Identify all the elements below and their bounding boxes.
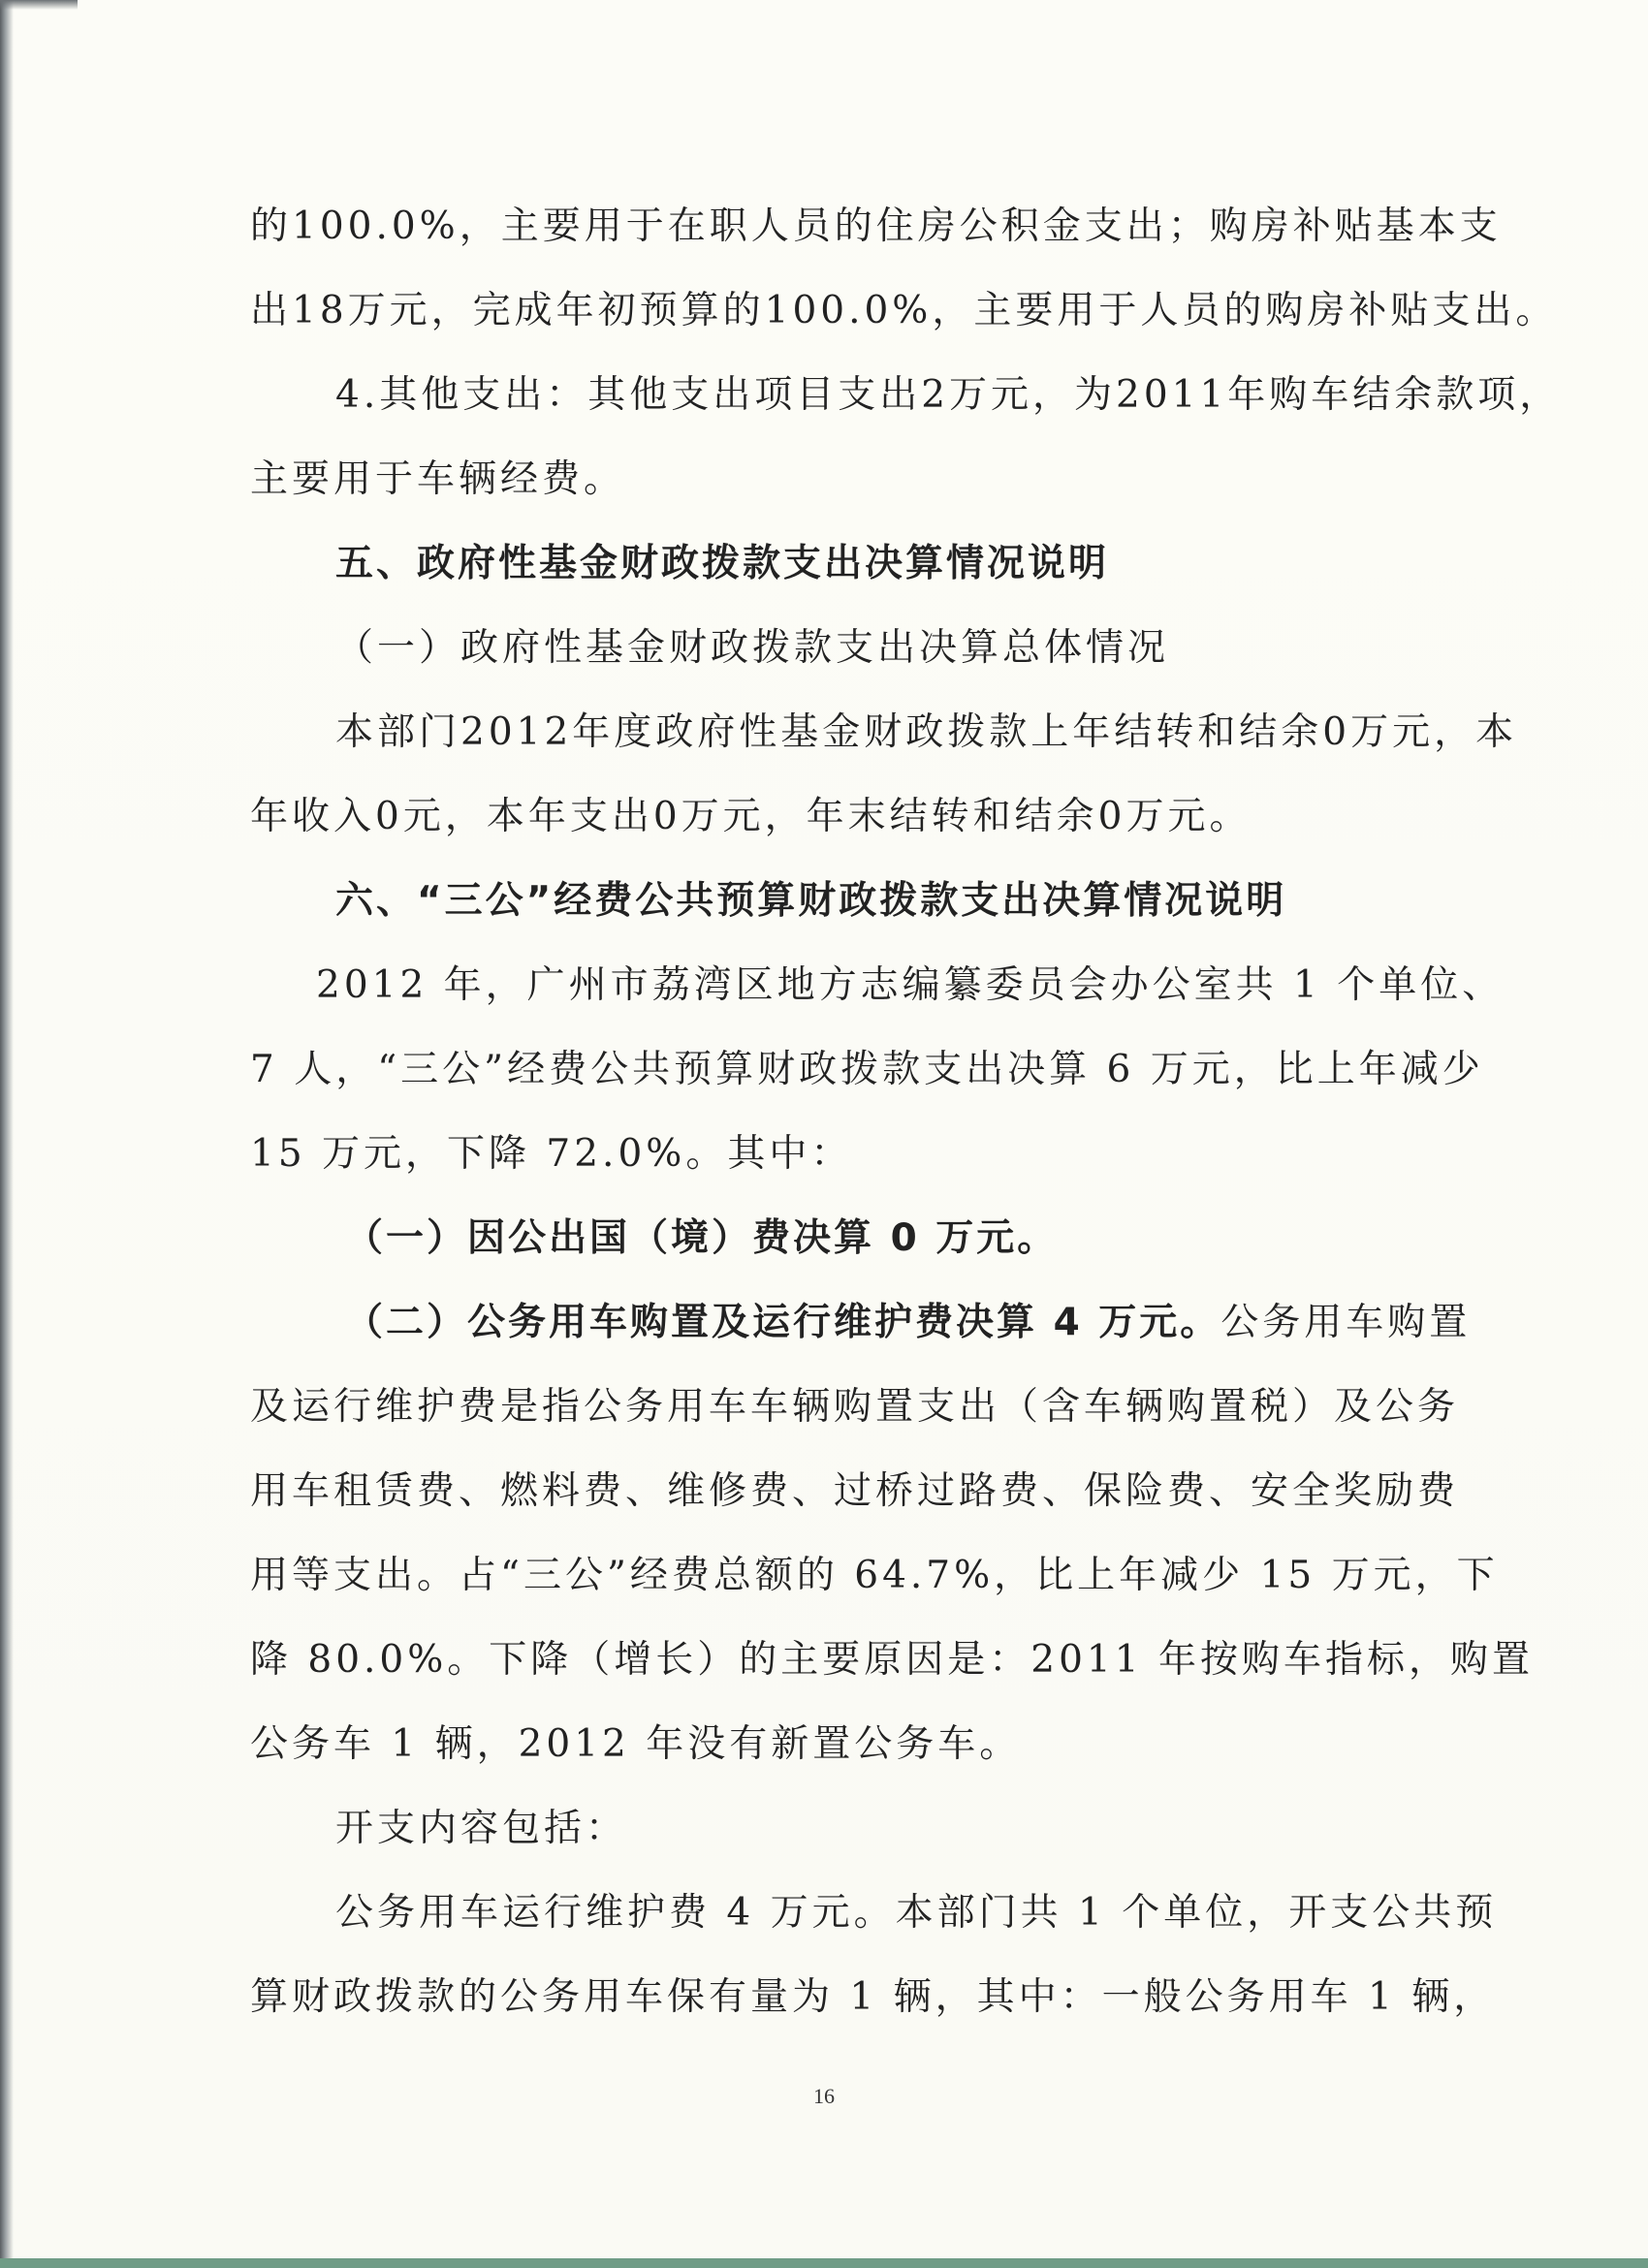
text-line-mixed: [250, 1280, 1501, 1365]
text-line: 主要用于车辆经费。: [250, 457, 626, 501]
text-line: 降 80.0%。下降（增长）的主要原因是：2011 年按购车指标，购置: [250, 1638, 1534, 1682]
subsection-heading: （一）因公出国（境）费决算 0 万元。: [345, 1216, 1059, 1260]
section-heading: 六、“三公”经费公共预算财政拨款支出决算情况说明: [335, 879, 1287, 923]
subsection-heading: （一）政府性基金财政拨款支出决算总体情况: [335, 626, 1170, 670]
text-line: 公务用车运行维护费 4 万元。本部门共 1 个单位，开支公共预: [335, 1891, 1498, 1935]
scan-edge-shadow: [0, 0, 14, 2268]
text-line: 15 万元，下降 72.0%。其中：: [250, 1132, 853, 1176]
section-heading: 五、政府性基金财政拨款支出决算情况说明: [335, 542, 1110, 585]
subsection-heading-inline: （二）公务用车购置及运行维护费决算 4 万元。: [345, 1301, 1221, 1344]
text-line: 的100.0%，主要用于在职人员的住房公积金支出；购房补贴基本支: [250, 205, 1502, 248]
text-line: 年收入0元，本年支出0万元，年末结转和结余0万元。: [250, 795, 1252, 838]
page-number: 16: [813, 2084, 835, 2108]
text-line: 出18万元，完成年初预算的100.0%，主要用于人员的购房补贴支出。: [250, 289, 1558, 332]
text-line: 及运行维护费是指公务用车车辆购置支出（含车辆购置税）及公务: [250, 1385, 1460, 1429]
text-line: 用车租赁费、燃料费、维修费、过桥过路费、保险费、安全奖励费: [250, 1469, 1460, 1513]
body-text: [250, 184, 1562, 2039]
text-line: 4.其他支出：其他支出项目支出2万元，为2011年购车结余款项，: [335, 373, 1562, 417]
text-line: 用等支出。占“三公”经费总额的 64.7%，比上年减少 15 万元，下: [250, 1554, 1499, 1597]
text-line: 2012 年，广州市荔湾区地方志编纂委员会办公室共 1 个单位、: [316, 963, 1505, 1007]
text-line: 算财政拨款的公务用车保有量为 1 辆，其中：一般公务用车 1 辆，: [250, 1975, 1496, 2019]
inline-text: 公务用车购置: [1220, 1301, 1472, 1344]
text-line: 7 人，“三公”经费公共预算财政拨款支出决算 6 万元，比上年减少: [250, 1048, 1484, 1091]
text-line: 公务车 1 辆，2012 年没有新置公务车。: [250, 1722, 1022, 1766]
scan-edge-top: [0, 0, 78, 10]
scan-bottom-strip: [0, 2258, 1648, 2268]
text-line: 本部门2012年度政府性基金财政拨款上年结转和结余0万元，本: [335, 710, 1518, 754]
text-line: 开支内容包括：: [335, 1807, 628, 1850]
